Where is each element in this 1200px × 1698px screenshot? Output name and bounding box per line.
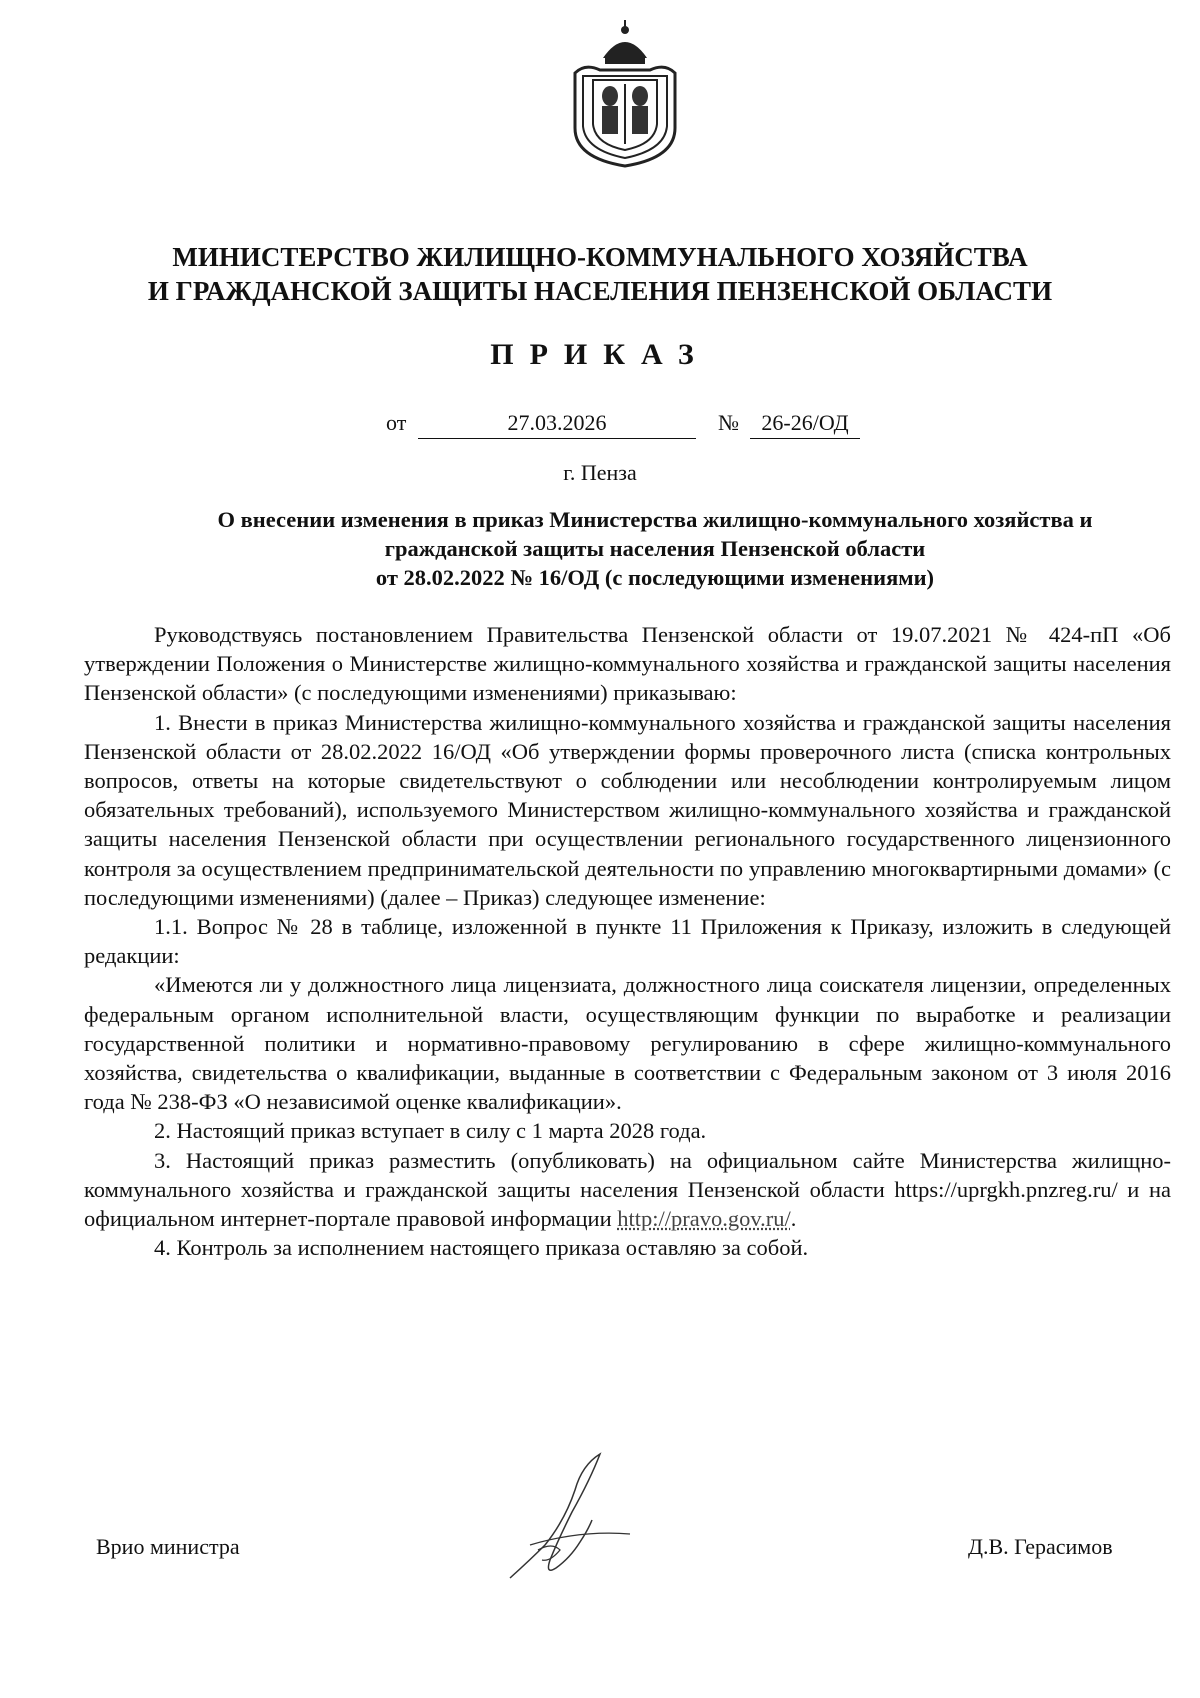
quoted-question: «Имеются ли у должностного лица лицензиата, должностного лица соискателя лицензии, определенных федеральным органом исполнительной власти, осуществляющим функции по выработке и реализации государственной политики и нормативно-правовому регулированию в сфере жилищно-коммунального хозяйства, свидетельства о квалификации, выданные в соответствии с Федеральным законом от 3 июля 2016 года № 238-ФЗ «О независимой оценке квалификации».: [84, 972, 1171, 1115]
preamble-paragraph: Руководствуясь постановлением Правительства Пензенской области от 19.07.2021 № 424-пП «Об утверждении Положения о Министерстве жилищно-коммунального хозяйства и гражданской защиты населения Пензенской области» (с последующими изменениями) приказываю:: [84, 622, 1171, 706]
date-label: от: [386, 410, 407, 435]
document-date: 27.03.2026: [418, 410, 696, 439]
subject-line-3: от 28.02.2022 № 16/ОД (с последующими изменениями): [375, 565, 935, 590]
ministry-line-1: МИНИСТЕРСТВО ЖИЛИЩНО-КОММУНАЛЬНОГО ХОЗЯЙСТВА: [172, 242, 1028, 272]
paragraph-3-end: .: [790, 1206, 797, 1232]
document-type-title: ПРИКАЗ: [490, 338, 710, 371]
document-body: [84, 620, 1171, 1262]
paragraph-4: 4. Контроль за исполнением настоящего приказа оставляю за собой.: [154, 1235, 809, 1261]
document-subject: [140, 505, 1170, 592]
paragraph-3: [84, 1146, 1171, 1234]
pravo-link[interactable]: http://pravo.gov.ru/: [617, 1206, 791, 1232]
paragraph-1: 1. Внести в приказ Министерства жилищно-коммунального хозяйства и гражданской защиты населения Пензенской области от 28.02.2022 16/ОД «Об утверждении формы проверочного листа (списка контрольных вопросов, ответы на которые свидетельствуют о соблюдении или несоблюдении контролируемым лицом обязательных требований), используемого Министерством жилищно-коммунального хозяйства и гражданской защиты населения Пензенской области при осуществлении регионального государственного лицензионного контроля за осуществлением предпринимательской деятельности по управлению многоквартирными домами» (с последующими изменениями) (далее – Приказ) следующее изменение:: [84, 709, 1171, 910]
penza-coat-of-arms-icon: [565, 18, 685, 168]
signatory-name: Д.В. Герасимов: [968, 1534, 1113, 1559]
signatory-role: Врио министра: [96, 1534, 240, 1559]
subject-line-2: гражданской защиты населения Пензенской области: [384, 536, 926, 561]
ministry-line-2: И ГРАЖДАНСКОЙ ЗАЩИТЫ НАСЕЛЕНИЯ ПЕНЗЕНСКОЙ ОБЛАСТИ: [147, 276, 1053, 306]
handwritten-signature-icon: [490, 1450, 640, 1590]
paragraph-3-text: 3. Настоящий приказ разместить (опубликовать) на официальном сайте Министерства жилищно-коммунального хозяйства и гражданской защиты населения Пензенской области https://uprgkh.pnzreg.ru/ и на официальном интернет-портале правовой информации: [84, 1147, 1171, 1232]
subject-line-1: О внесении изменения в приказ Министерства жилищно-коммунального хозяйства и: [217, 507, 1093, 532]
number-label: №: [718, 410, 739, 435]
paragraph-2: 2. Настоящий приказ вступает в силу с 1 марта 2028 года.: [154, 1118, 707, 1144]
ministry-name: [0, 240, 1200, 308]
document-number: 26-26/ОД: [750, 410, 860, 439]
city: г. Пенза: [563, 460, 637, 485]
paragraph-1-1: 1.1. Вопрос № 28 в таблице, изложенной в пункте 11 Приложения к Приказу, изложить в следующей редакции:: [84, 914, 1171, 969]
